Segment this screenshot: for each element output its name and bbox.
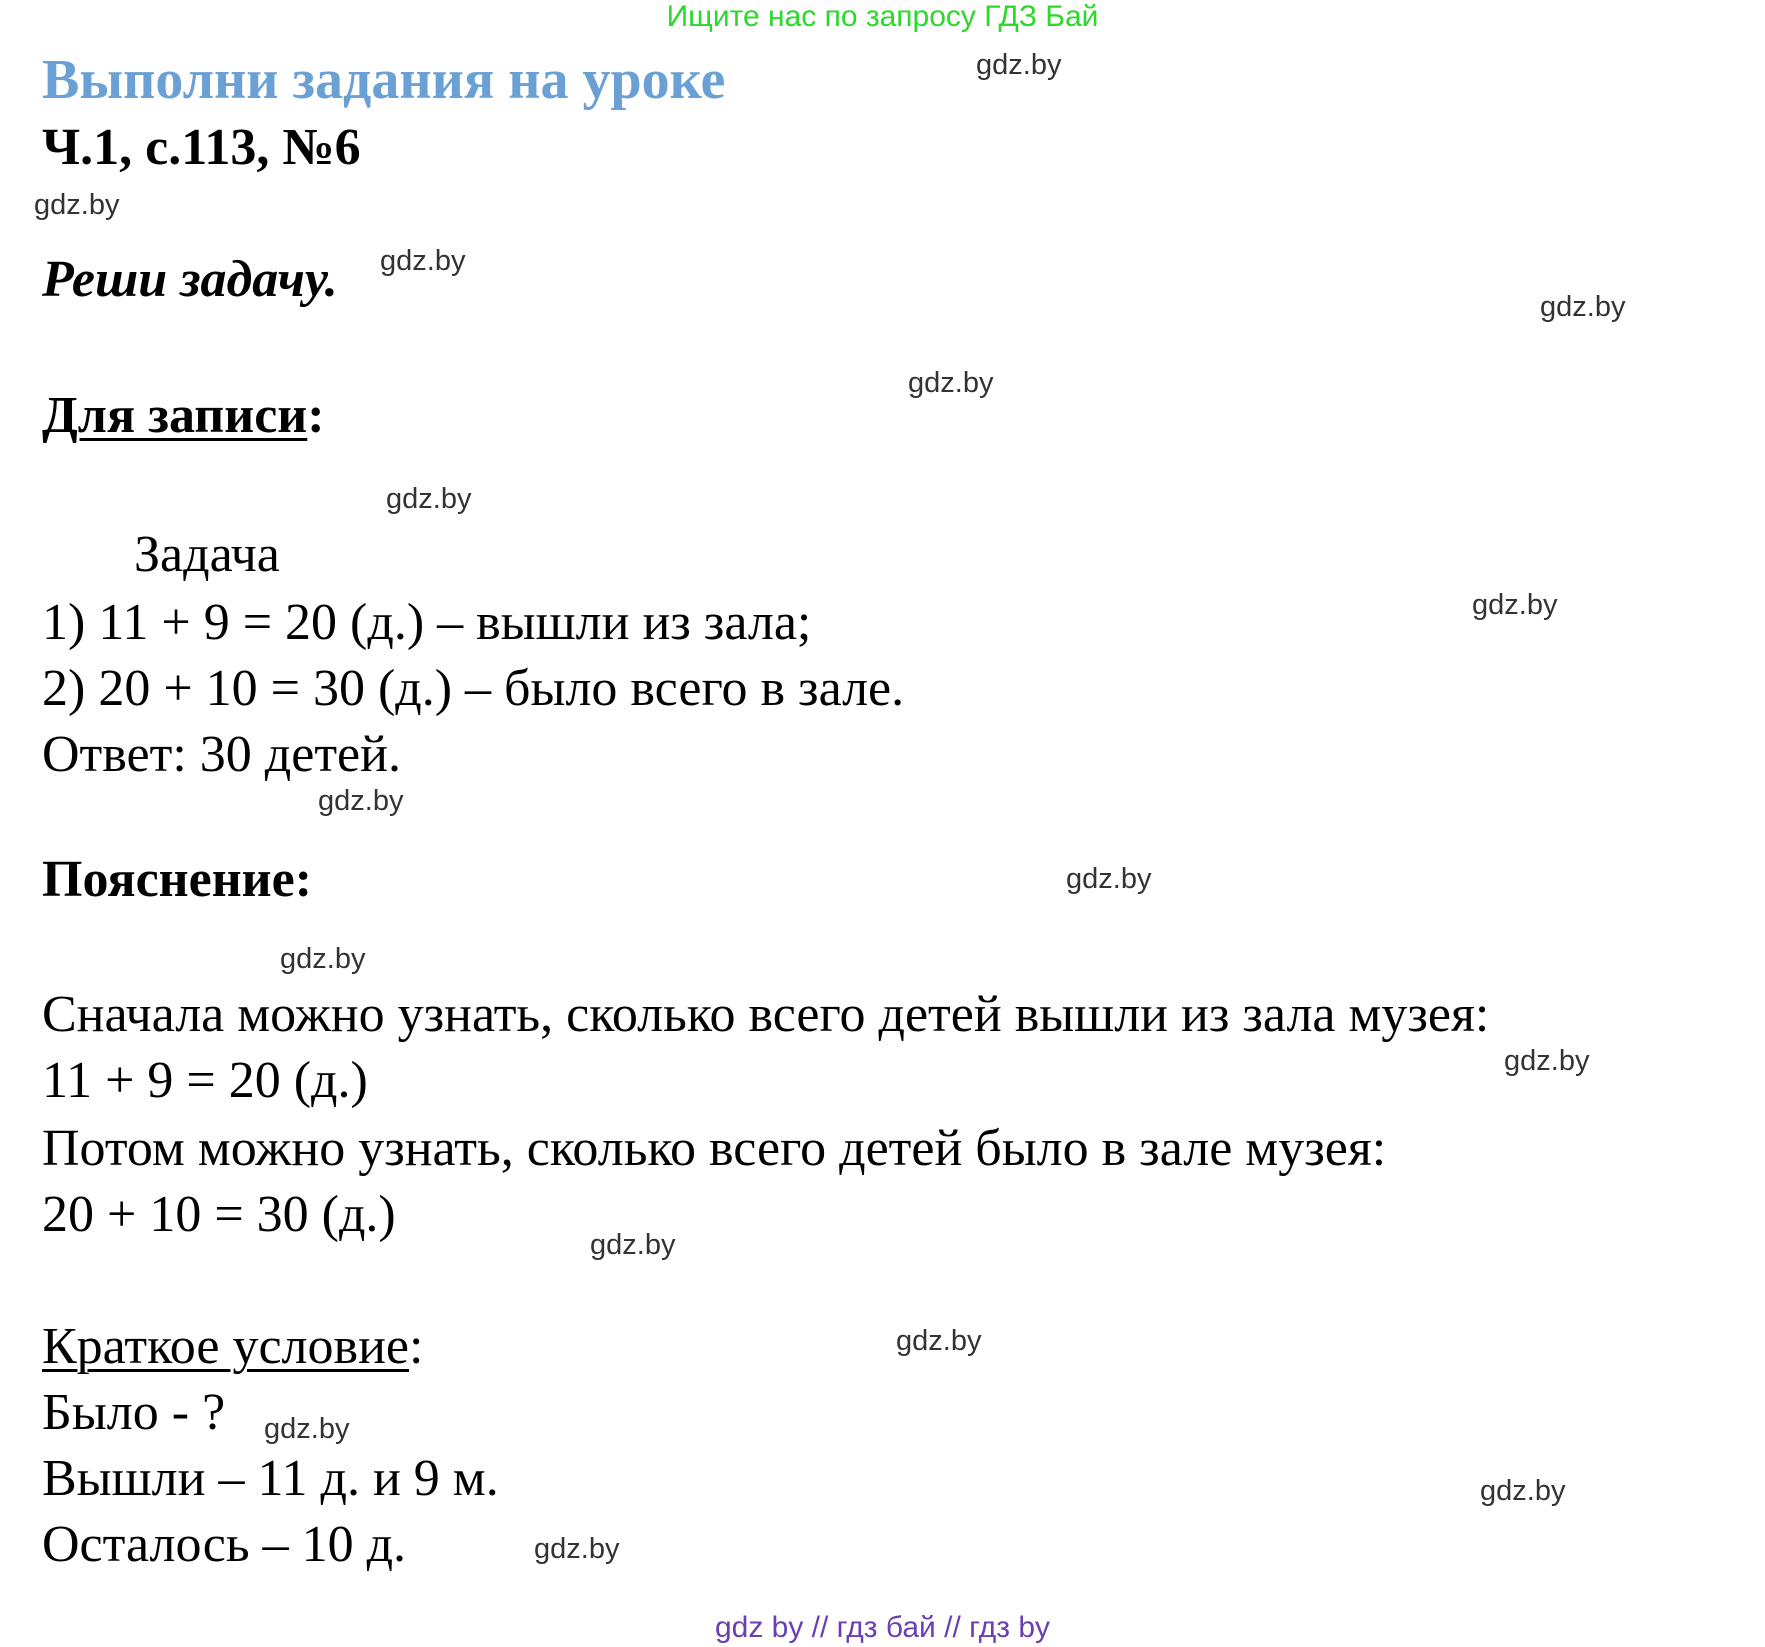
answer-line: Ответ: 30 детей.: [42, 726, 401, 783]
watermark: gdz.by: [908, 367, 994, 399]
watermark: gdz.by: [1066, 863, 1152, 895]
watermark: gdz.by: [34, 189, 120, 221]
watermark: gdz.by: [386, 483, 472, 515]
short-condition-heading: [42, 1314, 423, 1380]
watermark: gdz.by: [1472, 589, 1558, 621]
exercise-reference: Ч.1, с.113, №6: [42, 119, 361, 176]
watermark: gdz.by: [264, 1413, 350, 1445]
explanation-heading: Пояснение:: [42, 851, 313, 908]
for-writing-label: Для записи: [42, 387, 308, 444]
condition-line-2: Вышли – 11 д. и 9 м.: [42, 1450, 499, 1507]
page-heading: Выполни задания на уроке: [42, 49, 726, 111]
short-condition-label: Краткое условие: [42, 1318, 409, 1375]
explanation-line-1: Сначала можно узнать, сколько всего детей вышли из зала музея:: [42, 986, 1490, 1043]
promo-banner: Ищите нас по запросу ГДЗ Бай: [666, 0, 1099, 33]
watermark: gdz.by: [318, 785, 404, 817]
watermark: gdz.by: [380, 245, 466, 277]
watermark: gdz.by: [896, 1325, 982, 1357]
for-writing-heading: [42, 384, 325, 448]
footer-links: gdz by // гдз бай // гдз by: [714, 1611, 1051, 1644]
solution-title: Задача: [134, 526, 280, 583]
condition-line-1: Было - ?: [42, 1384, 226, 1441]
condition-line-3: Осталось – 10 д.: [42, 1516, 407, 1573]
watermark: gdz.by: [1480, 1475, 1566, 1507]
explanation-line-3: Потом можно узнать, сколько всего детей было в зале музея:: [42, 1120, 1387, 1177]
watermark: gdz.by: [1540, 291, 1626, 323]
for-writing-colon: :: [307, 387, 325, 444]
short-condition-colon: :: [408, 1318, 424, 1375]
explanation-line-4: 20 + 10 = 30 (д.): [42, 1186, 396, 1243]
watermark: gdz.by: [280, 943, 366, 975]
watermark: gdz.by: [1504, 1045, 1590, 1077]
watermark: gdz.by: [534, 1533, 620, 1565]
solution-line-2: 2) 20 + 10 = 30 (д.) – было всего в зале.: [42, 660, 905, 717]
explanation-line-2: 11 + 9 = 20 (д.): [42, 1052, 368, 1109]
watermark: gdz.by: [590, 1229, 676, 1261]
task-instruction: Реши задачу.: [42, 251, 338, 308]
solution-line-1: 1) 11 + 9 = 20 (д.) – вышли из зала;: [42, 594, 812, 651]
watermark: gdz.by: [976, 49, 1062, 81]
